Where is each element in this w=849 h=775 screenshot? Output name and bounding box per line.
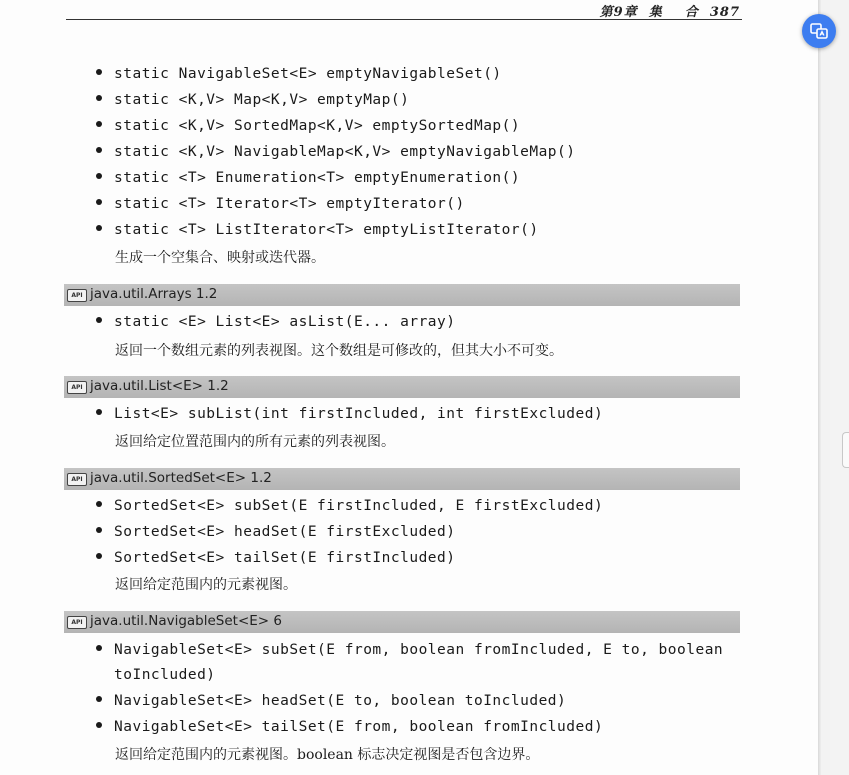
bullet-icon xyxy=(96,199,102,205)
method-line: static <K,V> SortedMap<K,V> emptySortedMap() xyxy=(96,118,520,134)
method-line: static <E> List<E> asList(E... array) xyxy=(96,314,456,330)
bullet-icon xyxy=(96,409,102,415)
api-icon: API xyxy=(67,473,87,486)
method-line: List<E> subList(int firstIncluded, int firstExcluded) xyxy=(96,406,603,422)
description: 返回给定范围内的元素视图。boolean 标志决定视图是否包含边界。 xyxy=(115,747,540,763)
api-header-sortedset xyxy=(64,468,740,490)
bullet-icon xyxy=(96,527,102,533)
method-line: SortedSet<E> headSet(E firstExcluded) xyxy=(96,524,456,540)
bullet-icon xyxy=(96,95,102,101)
method-line-continuation: toIncluded) xyxy=(114,667,216,683)
api-title: java.util.NavigableSet<E> 6 xyxy=(90,613,282,629)
bullet-icon xyxy=(96,173,102,179)
bullet-icon xyxy=(96,645,102,651)
bullet-icon xyxy=(96,147,102,153)
api-title: java.util.SortedSet<E> 1.2 xyxy=(90,470,272,486)
description: 生成一个空集合、映射或迭代器。 xyxy=(115,250,325,266)
bullet-icon xyxy=(96,225,102,231)
bullet-icon xyxy=(96,696,102,702)
translate-button[interactable] xyxy=(802,14,836,48)
method-line: SortedSet<E> subSet(E firstIncluded, E firstExcluded) xyxy=(96,498,603,514)
api-icon: API xyxy=(67,381,87,394)
api-header-list xyxy=(64,376,740,398)
bullet-icon xyxy=(96,722,102,728)
method-line: static <K,V> Map<K,V> emptyMap() xyxy=(96,92,409,108)
running-header xyxy=(66,0,742,20)
description: 返回给定范围内的元素视图。 xyxy=(115,577,297,593)
bullet-icon xyxy=(96,501,102,507)
bullet-icon xyxy=(96,317,102,323)
bullet-icon xyxy=(96,69,102,75)
side-panel-handle[interactable] xyxy=(842,432,849,468)
method-line: NavigableSet<E> tailSet(E from, boolean fromIncluded) xyxy=(96,719,603,735)
page-edge xyxy=(818,0,821,775)
api-header-arrays xyxy=(64,284,740,306)
api-title: java.util.List<E> 1.2 xyxy=(90,378,229,394)
method-line: NavigableSet<E> subSet(E from, boolean fromIncluded, E to, boolean xyxy=(96,642,723,658)
chapter-page-label: 第9章 集 合 387 xyxy=(599,5,740,20)
method-line: NavigableSet<E> headSet(E to, boolean toIncluded) xyxy=(96,693,566,709)
api-header-navigableset xyxy=(64,611,740,633)
api-title: java.util.Arrays 1.2 xyxy=(90,286,218,302)
api-icon: API xyxy=(67,616,87,629)
method-line: static NavigableSet<E> emptyNavigableSet() xyxy=(96,66,502,82)
method-line: static <T> Iterator<T> emptyIterator() xyxy=(96,196,465,212)
description: 返回一个数组元素的列表视图。这个数组是可修改的，但其大小不可变。 xyxy=(115,343,563,359)
description: 返回给定位置范围内的所有元素的列表视图。 xyxy=(115,434,395,450)
bullet-icon xyxy=(96,121,102,127)
method-line: static <T> Enumeration<T> emptyEnumeration() xyxy=(96,170,520,186)
api-icon: API xyxy=(67,289,87,302)
bullet-icon xyxy=(96,553,102,559)
method-line: static <K,V> NavigableMap<K,V> emptyNavigableMap() xyxy=(96,144,576,160)
method-line: static <T> ListIterator<T> emptyListIterator() xyxy=(96,222,539,238)
method-line: SortedSet<E> tailSet(E firstIncluded) xyxy=(96,550,456,566)
translate-icon xyxy=(810,22,828,40)
